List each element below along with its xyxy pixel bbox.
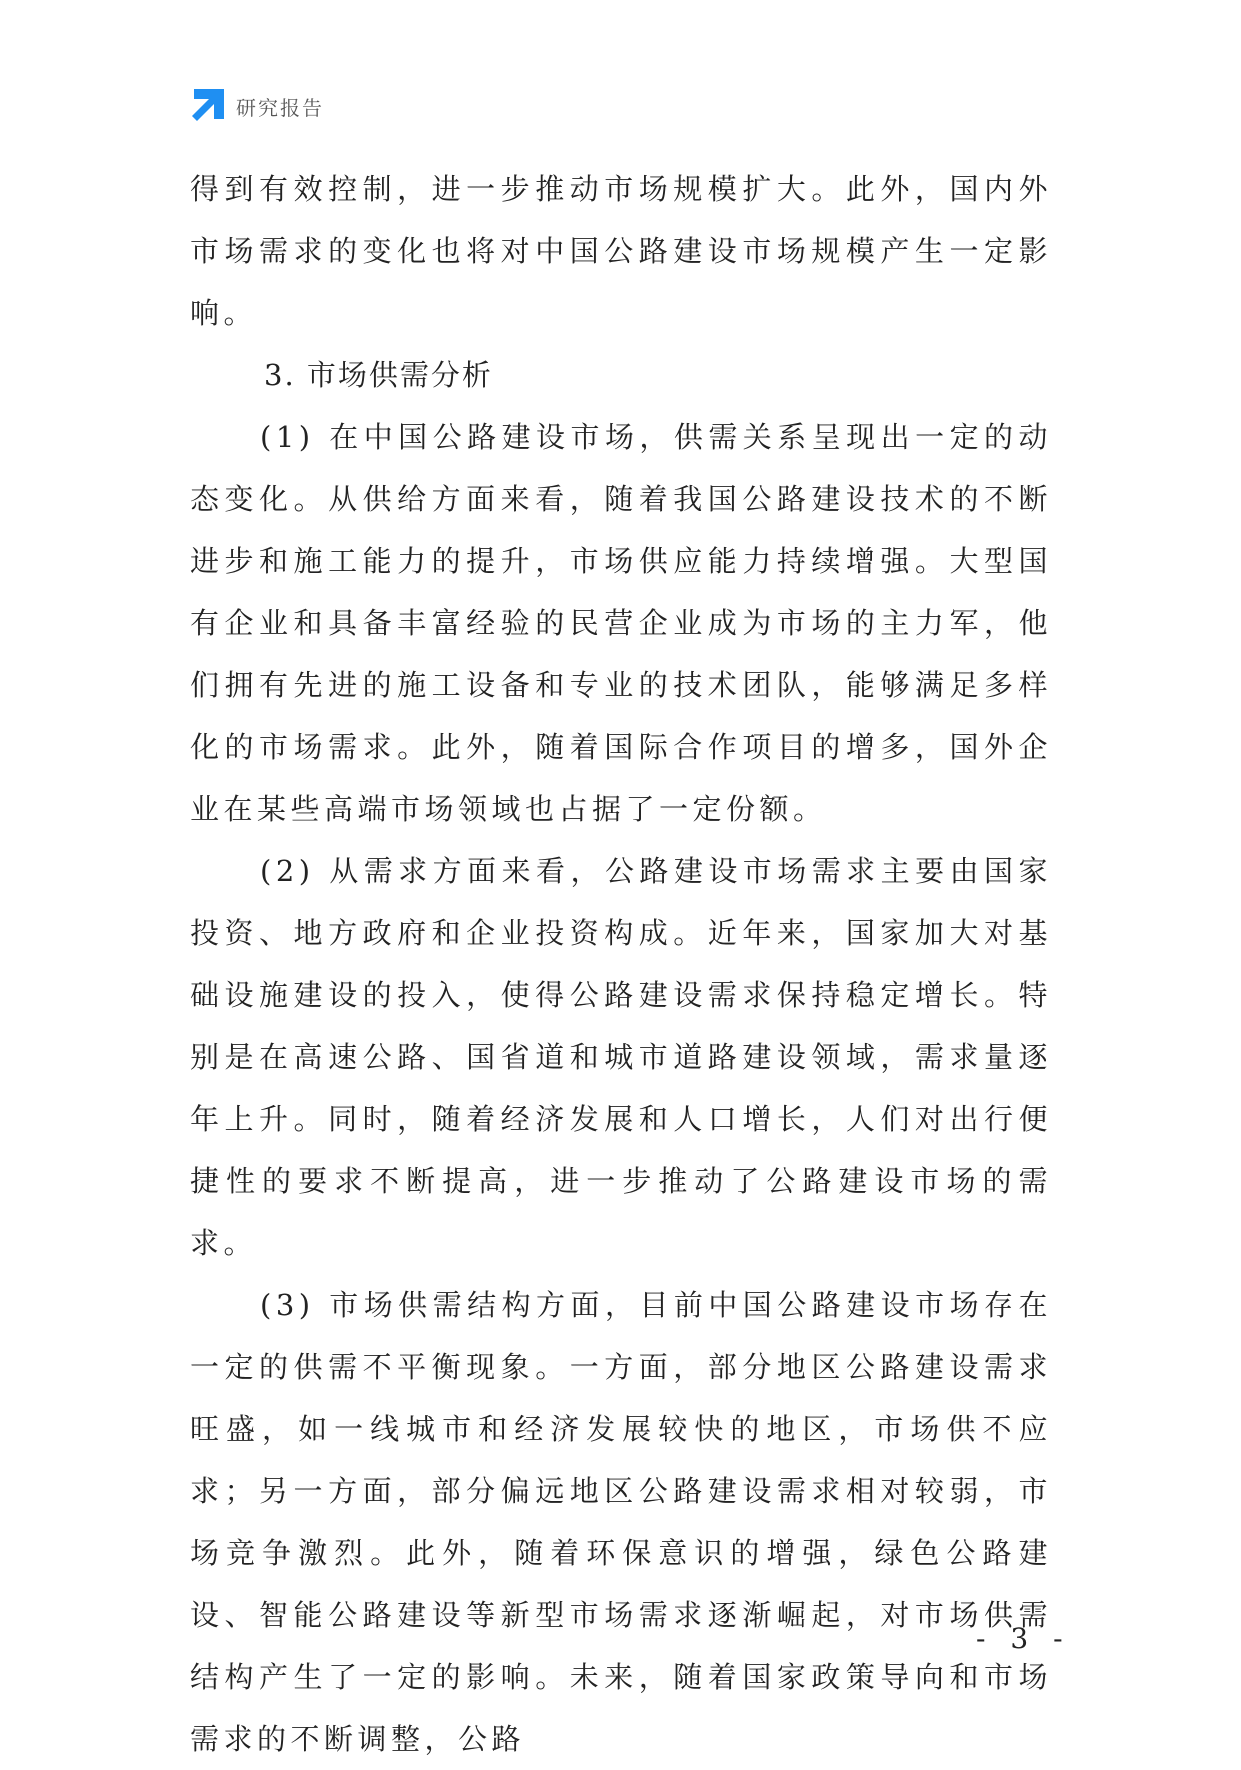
- header-title: 研究报告: [236, 95, 324, 120]
- demand-paragraph: (2) 从需求方面来看，公路建设市场需求主要由国家投资、地方政府和企业投资构成。近年来，国家加大对基础设施建设的投入，使得公路建设需求保持稳定增长。特别是在高速公路、国省道和城市道路建设领域，需求量逐年上升。同时，随着经济发展和人口增长，人们对出行便捷性的要求不断提高，进一步推动了公路建设市场的需求。: [190, 854, 1052, 1260]
- continuation-paragraph: 得到有效控制，进一步推动市场规模扩大。此外，国内外市场需求的变化也将对中国公路建设市场规模产生一定影响。: [190, 172, 1052, 330]
- document-body: [190, 158, 1052, 1770]
- structure-paragraph: (3) 市场供需结构方面，目前中国公路建设市场存在一定的供需不平衡现象。一方面，部分地区公路建设需求旺盛，如一线城市和经济发展较快的地区，市场供不应求；另一方面，部分偏远地区公路建设需求相对较弱，市场竞争激烈。此外，随着环保意识的增强，绿色公路建设、智能公路建设等新型市场需求逐渐崛起，对市场供需结构产生了一定的影响。未来，随着国家政策导向和市场需求的不断调整，公路: [190, 1288, 1052, 1756]
- section-heading: 3. 市场供需分析: [264, 358, 493, 392]
- page-number: - 3 -: [976, 1622, 1071, 1655]
- report-header: [190, 88, 324, 124]
- arrow-up-right-logo-icon: [190, 89, 224, 123]
- supply-paragraph: (1) 在中国公路建设市场，供需关系呈现出一定的动态变化。从供给方面来看，随着我国公路建设技术的不断进步和施工能力的提升，市场供应能力持续增强。大型国有企业和具备丰富经验的民营企业成为市场的主力军，他们拥有先进的施工设备和专业的技术团队，能够满足多样化的市场需求。此外，随着国际合作项目的增多，国外企业在某些高端市场领域也占据了一定份额。: [190, 420, 1052, 826]
